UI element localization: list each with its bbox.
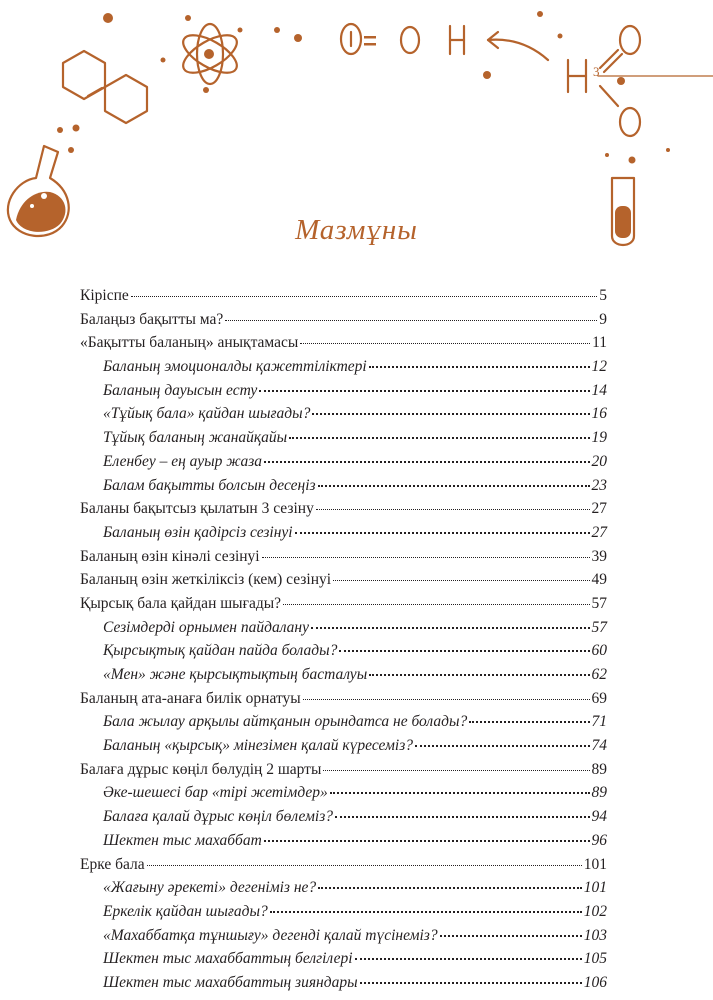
page-title: Мазмұны [295,214,418,246]
formula-icon [341,24,713,136]
toc-entry [80,497,607,521]
toc-entry-page: 103 [583,926,607,944]
dot-leader [295,532,590,534]
dot-leader [300,343,590,344]
toc-entry [80,734,607,758]
dot-leader [369,366,590,368]
toc-entry [80,545,607,569]
toc-entry-page: 19 [591,429,607,447]
toc-entry-title: Шектен тыс махаббаттың зияндары [103,973,358,991]
atom-icon [178,24,243,84]
toc-entry-page: 101 [583,879,607,897]
dot-leader [131,296,597,297]
toc-entry [80,710,607,734]
toc-entry-page: 89 [591,760,607,778]
toc-entry-title: Шектен тыс махаббаттың белгілері [103,950,353,968]
toc-entry [80,426,607,450]
toc-entry-title: Балаға қалай дұрыс көңіл бөлеміз? [103,808,333,826]
toc-entry-title: Баланың ата-анаға билік орнатуы [80,689,301,707]
toc-entry [80,853,607,877]
toc-entry-page: 49 [591,571,607,589]
toc-entry-title: Еркелік қайдан шығады? [103,902,268,920]
toc-entry [80,592,607,616]
toc-entry-page: 105 [583,950,607,968]
toc-entry-title: Әке-шешесі бар «тірі жетімдер» [103,784,328,802]
toc-entry-title: Баланың өзін қадірсіз сезінуі [103,523,293,541]
toc-entry-page: 39 [591,547,607,565]
toc-entry [80,876,607,900]
dot-leader [264,461,590,463]
toc-entry [80,568,607,592]
toc-entry-title: Баланың «қырсық» мінезімен қалай күресеміз? [103,737,414,755]
toc-entry-page: 89 [591,784,607,802]
toc-entry [80,900,607,924]
toc-entry [80,308,607,332]
dot-leader [360,982,582,984]
toc-entry [80,805,607,829]
toc-entry-page: 62 [591,666,607,683]
toc-entry-page: 27 [591,523,607,541]
dot-leader [469,721,589,723]
toc-entry-page: 69 [591,689,607,707]
toc-entry [80,971,607,995]
toc-entry-page: 23 [591,476,607,494]
toc-entry-page: 14 [591,381,607,399]
toc-entry-title: Балаңыз бақытты ма? [80,310,224,328]
toc-entry-page: 71 [591,713,607,731]
dot-leader [283,604,589,605]
benzene-rings-icon [63,51,147,123]
toc-entry-title: «Тұйық бала» қайдан шығады? [103,405,311,423]
dot-leader [312,413,589,415]
toc-entry-page: 12 [591,358,607,376]
toc-entry-title: Баланың эмоционалды қажеттіліктері [103,358,367,376]
toc-entry-title: Еленбеу – ең ауыр жаза [103,452,262,470]
toc-entry-page: 74 [591,737,607,755]
dot-leader [316,509,590,510]
dot-leader [333,580,589,581]
toc-entry-title: Бала жылау арқылы айтқанын орындатса не болады? [103,713,468,731]
toc-entry-page: 94 [591,808,607,826]
toc-entry-title: Ерке бала [80,855,145,873]
toc-entry-title: Кіріспе [80,287,129,304]
toc-entry-page: 106 [583,973,607,991]
toc-entry [80,829,607,853]
toc-entry-title: «Мен» және қырсықтықтың басталуы [103,666,368,683]
toc-entry [80,402,607,426]
toc-entry-page: 60 [591,642,607,660]
toc-entry-title: Қырсықтық қайдан пайда болады? [103,642,338,660]
toc-entry-page: 27 [591,500,607,518]
toc-entry [80,450,607,474]
dot-leader [270,911,582,913]
toc-entry-title: Тұйық баланың жанайқайы [103,429,288,447]
dot-leader [262,557,590,558]
dot-leader [225,320,597,321]
toc-entry-page: 57 [591,594,607,612]
dot-leader [311,627,590,629]
toc-entry-title: «Махаббатқа тұншығу» дегенді қалай түсінеміз? [103,926,438,944]
dot-leader [147,865,582,866]
toc-entry-title: Баланың дауысын есту [103,381,258,399]
toc-entry [80,616,607,640]
toc-entry-title: Сезімдерді орнымен пайдалану [103,618,309,636]
toc-entry-title: Баланы бақытсыз қылатын 3 сезіну [80,500,314,518]
toc-entry [80,663,607,687]
dot-leader [323,770,589,771]
toc-entry [80,758,607,782]
toc-entry [80,379,607,403]
toc-entry-title: Балам бақытты болсын десеңіз [103,476,316,494]
dot-leader [330,792,590,794]
toc-entry-title: Баланың өзін жеткіліксіз (кем) сезінуі [80,571,332,589]
toc-entry-title: «Бақытты баланың» анықтамасы [80,334,299,352]
toc-entry [80,474,607,498]
toc-entry-title: «Жағыну әрекеті» дегеніміз не? [103,879,317,897]
toc-entry-page: 102 [583,902,607,920]
dot-leader [335,816,590,818]
dot-leader [289,437,589,439]
toc-entry-title: Балаға дұрыс көңіл бөлудің 2 шарты [80,760,322,778]
toc-entry [80,781,607,805]
toc-entry [80,331,607,355]
page-number: 3 [593,64,600,79]
toc-entry [80,947,607,971]
dot-leader [415,745,589,747]
dot-leader [264,840,590,842]
toc-entry-page: 20 [591,452,607,470]
toc-entry-page: 57 [591,618,607,636]
toc-entry-title: Шектен тыс махаббат [103,831,262,849]
dot-leader [318,485,590,487]
dot-leader [303,699,590,700]
toc-entry-page: 9 [599,310,607,328]
toc-entry [80,687,607,711]
toc-entry [80,924,607,948]
dot-leader [339,650,589,652]
toc-entry-page: 16 [591,405,607,423]
dot-leader [259,390,589,392]
dot-leader [318,887,582,889]
toc-entry-title: Қырсық бала қайдан шығады? [80,594,282,612]
toc-entry-page: 11 [592,334,607,352]
dot-leader [440,935,582,937]
toc-entry-page: 101 [583,855,607,873]
dot-leader [355,958,582,960]
toc-entry [80,521,607,545]
toc-entry-page: 96 [591,831,607,849]
toc-entry [80,284,607,308]
toc-entry [80,639,607,663]
dot-leader [369,674,589,676]
toc-entry [80,355,607,379]
table-of-contents [80,284,607,995]
toc-entry-page: 5 [599,287,607,304]
toc-entry-title: Баланың өзін кінәлі сезінуі [80,547,260,565]
